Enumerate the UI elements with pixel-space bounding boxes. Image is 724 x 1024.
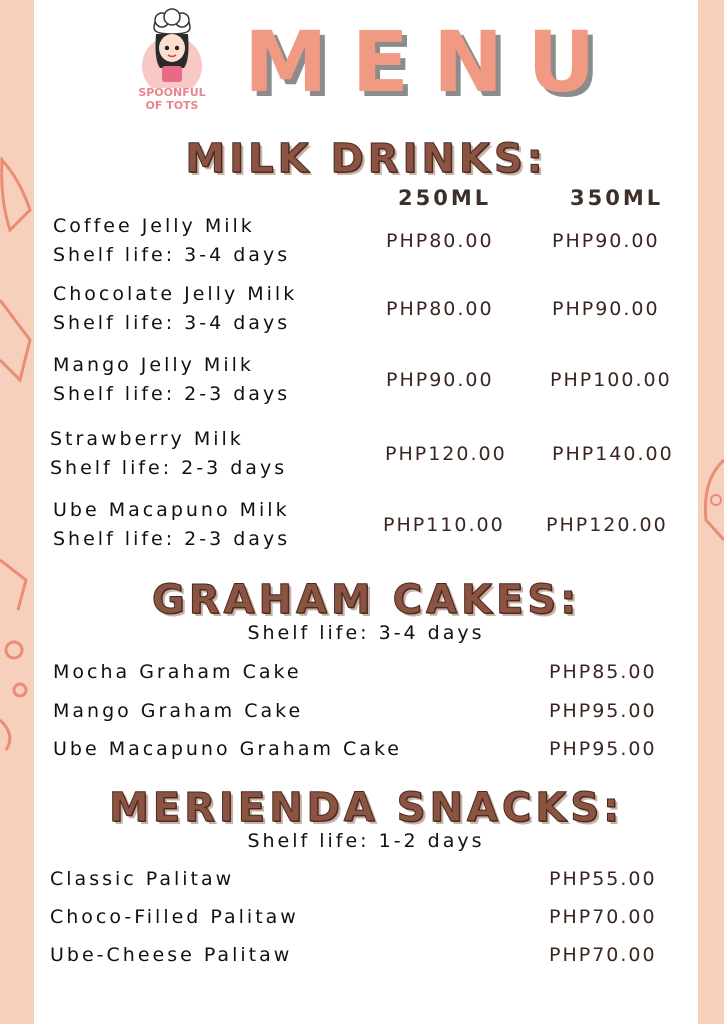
price-250ml: PHP80.00 <box>386 298 494 320</box>
menu-item-name: Coffee Jelly Milk Shelf life: 3-4 days <box>53 215 291 266</box>
price-250ml: PHP90.00 <box>386 369 494 391</box>
menu-item-name: Mango Graham Cake <box>53 700 304 722</box>
item-price: PHP95.00 <box>549 738 657 760</box>
menu-item-name: Ube Macapuno Graham Cake <box>53 738 402 760</box>
menu-item-name: Strawberry Milk Shelf life: 2-3 days <box>50 428 288 479</box>
price-250ml: PHP80.00 <box>386 230 494 252</box>
item-price: PHP70.00 <box>549 944 657 966</box>
brand-logo-text: SPOONFUL OF TOTS <box>138 86 206 112</box>
page-title: MENU <box>244 13 620 111</box>
price-250ml: PHP110.00 <box>383 514 505 536</box>
section-heading-graham-cakes: GRAHAM CAKES: <box>151 577 581 623</box>
price-350ml: PHP90.00 <box>552 230 660 252</box>
price-350ml: PHP100.00 <box>550 369 672 391</box>
section-heading-merienda-snacks: MERIENDA SNACKS: <box>108 785 624 831</box>
item-price: PHP85.00 <box>549 661 657 683</box>
food-doodle-decoration <box>0 0 34 1024</box>
column-header-250ml: 250ML <box>398 186 492 210</box>
menu-item-name: Mango Jelly Milk Shelf life: 2-3 days <box>53 354 291 405</box>
item-price: PHP55.00 <box>549 868 657 890</box>
menu-item-name: Mocha Graham Cake <box>53 661 302 683</box>
item-price: PHP70.00 <box>549 906 657 928</box>
food-doodle-decoration-right <box>698 0 724 1024</box>
menu-card <box>34 0 698 1024</box>
shelf-life-note: Shelf life: 1-2 days <box>247 830 485 852</box>
menu-item-name: Ube-Cheese Palitaw <box>50 944 293 966</box>
item-price: PHP95.00 <box>549 700 657 722</box>
price-350ml: PHP140.00 <box>552 443 674 465</box>
column-header-350ml: 350ML <box>570 186 664 210</box>
girl-chef-icon <box>132 8 212 88</box>
menu-item-name: Chocolate Jelly Milk Shelf life: 3-4 days <box>53 283 298 334</box>
menu-item-name: Ube Macapuno Milk Shelf life: 2-3 days <box>53 499 291 550</box>
brand-logo <box>132 8 212 126</box>
price-250ml: PHP120.00 <box>385 443 507 465</box>
price-350ml: PHP120.00 <box>546 514 668 536</box>
shelf-life-note: Shelf life: 3-4 days <box>247 622 485 644</box>
menu-item-name: Choco-Filled Palitaw <box>50 906 299 928</box>
section-heading-milk-drinks: MILK DRINKS: <box>185 136 547 182</box>
menu-item-name: Classic Palitaw <box>50 868 235 890</box>
price-350ml: PHP90.00 <box>552 298 660 320</box>
